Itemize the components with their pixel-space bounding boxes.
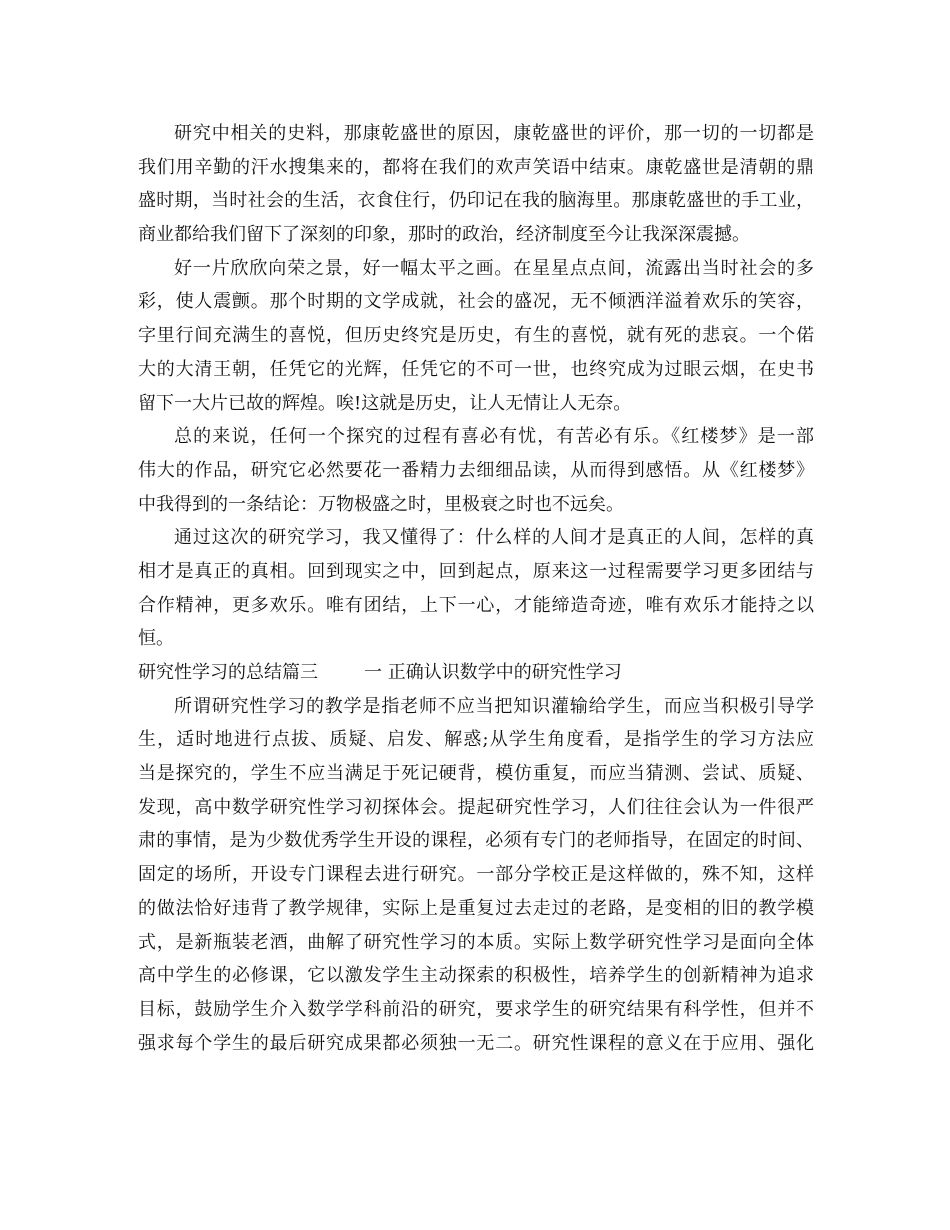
text-line: 发现，高中数学研究性学习初探体会。提起研究性学习，人们往往会认为一件很严 — [138, 796, 814, 818]
paragraph-2 — [138, 252, 814, 420]
section-heading-subtitle: 一 正确认识数学中的研究性学习 — [364, 662, 622, 683]
text-line: 盛时期，当时社会的生活，衣食住行，仍印记在我的脑海里。那康乾盛世的手工业， — [138, 190, 814, 212]
text-line: 总的来说，任何一个探究的过程有喜必有忧，有苦必有乐。《红楼梦》是一部 — [174, 426, 814, 448]
text-line: 固定的场所，开设专门课程去进行研究。一部分学校正是这样做的，殊不知，这样 — [138, 864, 814, 886]
text-line: 肃的事情，是为少数优秀学生开设的课程，必须有专门的老师指导，在固定的时间、 — [138, 830, 814, 852]
text-line: 好一片欣欣向荣之景，好一幅太平之画。在星星点点间，流露出当时社会的多 — [174, 257, 814, 279]
text-line: 合作精神，更多欢乐。唯有团结，上下一心，才能缔造奇迹，唯有欢乐才能持之以 — [138, 594, 814, 616]
text-line: 留下一大片已故的辉煌。唉!这就是历史，让人无情让人无奈。 — [138, 392, 632, 414]
text-line: 中我得到的一条结论：万物极盛之时，里极衰之时也不远矣。 — [138, 493, 624, 515]
text-line: 所谓研究性学习的教学是指老师不应当把知识灌输给学生，而应当积极引导学 — [174, 695, 814, 717]
document-body — [138, 117, 814, 1060]
text-line: 的做法恰好违背了教学规律，实际上是重复过去走过的老路，是变相的旧的教学模 — [138, 897, 814, 919]
text-line: 研究中相关的史料，那康乾盛世的原因，康乾盛世的评价，那一切的一切都是 — [174, 123, 814, 144]
text-line: 通过这次的研究学习，我又懂得了：什么样的人间才是真正的人间，怎样的真 — [174, 527, 814, 549]
text-line: 我们用辛勤的汗水搜集来的，都将在我们的欢声笑语中结束。康乾盛世是清朝的鼎 — [138, 156, 814, 178]
paragraph-5 — [138, 690, 814, 1061]
text-line: 相才是真正的真相。回到现实之中，回到起点，原来这一过程需要学习更多团结与 — [138, 560, 814, 582]
text-line: 目标，鼓励学生介入数学学科前沿的研究，要求学生的研究结果有科学性，但并不 — [138, 998, 814, 1020]
text-line: 伟大的作品，研究它必然要花一番精力去细细品读，从而得到感悟。从《红楼梦》 — [138, 459, 814, 481]
text-line: 字里行间充满生的喜悦，但历史终究是历史，有生的喜悦，就有死的悲哀。一个偌 — [138, 325, 814, 347]
paragraph-4 — [138, 521, 814, 656]
paragraph-1 — [138, 117, 814, 252]
text-line: 生，适时地进行点拔、质疑、启发、解惑;从学生角度看，是指学生的学习方法应 — [138, 729, 814, 751]
paragraph-3 — [138, 420, 814, 521]
text-line: 商业都给我们留下了深刻的印象，那时的政治，经济制度至今让我深深震撼。 — [138, 224, 750, 246]
text-line: 式，是新瓶装老酒，曲解了研究性学习的本质。实际上数学研究性学习是面向全体 — [138, 931, 814, 953]
section-heading-title: 研究性学习的总结篇三 — [138, 662, 318, 683]
section-heading — [138, 656, 814, 690]
text-line: 高中学生的必修课，它以激发学生主动探索的积极性，培养学生的创新精神为追求 — [138, 965, 814, 987]
text-line: 彩，使人震颤。那个时期的文学成就，社会的盛况，无不倾洒洋溢着欢乐的笑容， — [138, 291, 814, 313]
text-line: 恒。 — [138, 628, 174, 650]
text-line: 强求每个学生的最后研究成果都必须独一无二。研究性课程的意义在于应用、强化 — [138, 1032, 814, 1054]
text-line: 大的大清王朝，任凭它的光辉，任凭它的不可一世，也终究成为过眼云烟，在史书 — [138, 358, 814, 380]
text-line: 当是探究的，学生不应当满足于死记硬背，模仿重复，而应当猜测、尝试、质疑、 — [138, 763, 814, 785]
